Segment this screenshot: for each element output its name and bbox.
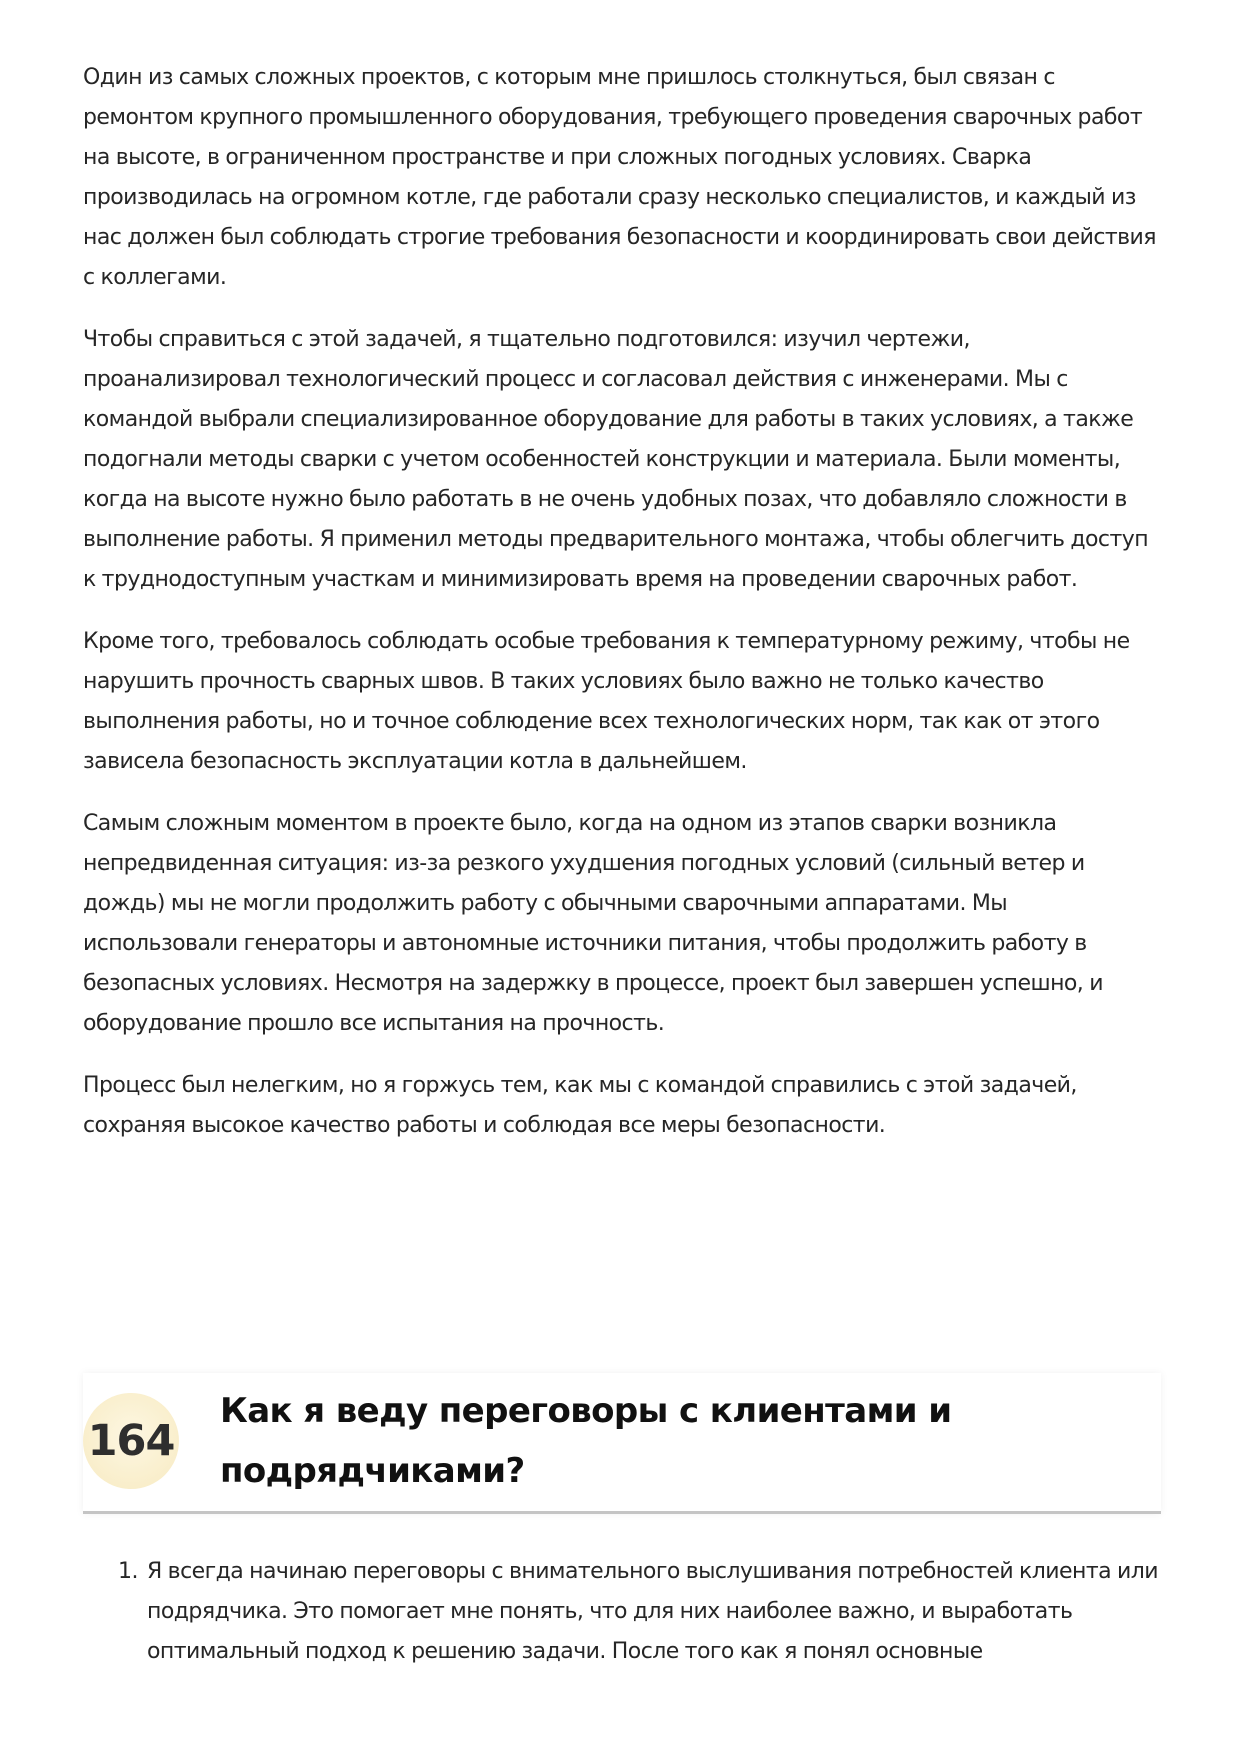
list-item [115,1552,1165,1672]
section-number-badge: 164 [83,1393,179,1489]
paragraph: Один из самых сложных проектов, с которым мне пришлось столкнуться, был связан с ремонтом крупного промышленного оборудования, требующего проведения сварочных работ на высоте, в ограниченном пространстве и при сложных погодных условиях. Сварка производилась на огромном котле, где работали сразу несколько специалистов, и каждый из нас должен был соблюдать строгие требования безопасности и координировать свои действия с коллегами. [83,65,1156,290]
answer-list [115,1552,1165,1672]
article-body [83,58,1163,1168]
paragraph: Кроме того, требовалось соблюдать особые требования к температурному режиму, чтобы не нарушить прочность сварных швов. В таких условиях было важно не только качество выполнения работы, но и точное соблюдение всех технологических норм, так как от этого зависела безопасность эксплуатации котла в дальнейшем. [83,629,1130,774]
section-title: Как я веду переговоры с клиентами и подрядчиками? [220,1391,952,1491]
paragraph: Процесс был нелегким, но я горжусь тем, как мы с командой справились с этой задачей, сохраняя высокое качество работы и соблюдая все меры безопасности. [83,1073,1077,1138]
paragraph: Самым сложным моментом в проекте было, когда на одном из этапов сварки возникла непредвиденная ситуация: из-за резкого ухудшения погодных условий (сильный ветер и дождь) мы не могли продолжить работу с обычными сварочными аппаратами. Мы использовали генераторы и автономные источники питания, чтобы продолжить работу в безопасных условиях. Несмотря на задержку в процессе, проект был завершен успешно, и оборудование прошло все испытания на прочность. [83,811,1103,1036]
paragraph: Чтобы справиться с этой задачей, я тщательно подготовился: изучил чертежи, проанализировал технологический процесс и согласовал действия с инженерами. Мы с командой выбрали специализированное оборудование для работы в таких условиях, а также подогнали методы сварки с учетом особенностей конструкции и материала. Были моменты, когда на высоте нужно было работать в не очень удобных позах, что добавляло сложности в выполнение работы. Я применил методы предварительного монтажа, чтобы облегчить доступ к труднодоступным участкам и минимизировать время на проведении сварочных работ. [83,327,1149,592]
section-header [83,1373,1161,1514]
list-item-number: 1. [118,1559,138,1584]
list-item-text: Я всегда начинаю переговоры с внимательного выслушивания потребностей клиента или подрядчика. Это помогает мне понять, что для них наиболее важно, и выработать оптимальный подход к решению задачи. После того как я понял основные [147,1559,1158,1664]
